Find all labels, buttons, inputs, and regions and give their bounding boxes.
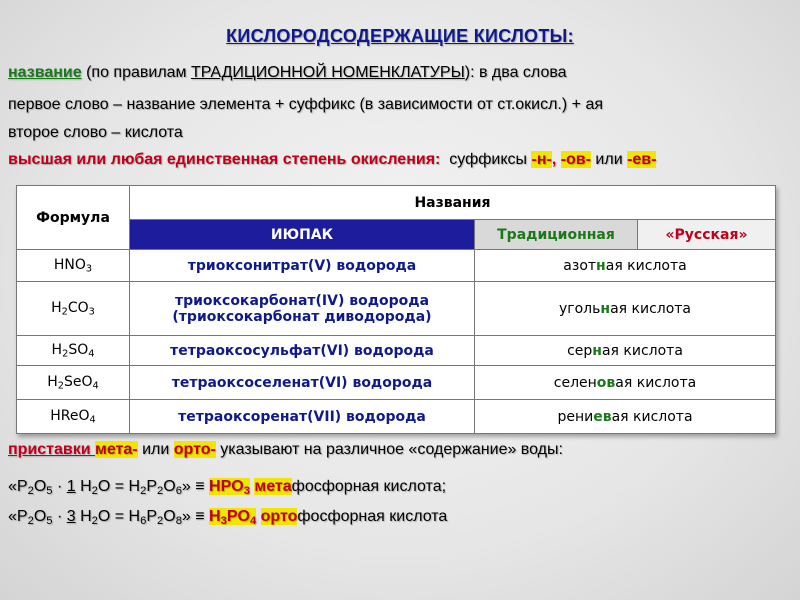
eq-text: O	[163, 508, 176, 525]
eq-subscript: 2	[91, 484, 98, 497]
eq-text: O	[163, 478, 176, 495]
eq-text: H	[75, 508, 92, 525]
rule-line-name	[8, 64, 567, 82]
suffix-ev: -ев-	[627, 151, 657, 168]
formula-text: H	[47, 373, 58, 390]
formula-cell	[17, 400, 130, 434]
iupac-name-cell: триоксонитрат(V) водорода	[130, 250, 475, 282]
formula-cell	[17, 336, 130, 366]
formula-text: H	[51, 299, 62, 316]
table-header-row	[17, 186, 776, 220]
eq-subscript: 5	[46, 484, 53, 497]
table-row	[17, 366, 776, 400]
iupac-name-cell	[130, 282, 475, 336]
suffix-ov: -ов-	[560, 151, 591, 168]
eq-text: O = H	[97, 478, 141, 495]
name-suffix: ев	[593, 408, 612, 425]
eq-subscript: 6	[175, 484, 182, 497]
name-ending: ая кислота	[601, 342, 683, 359]
eq-coefficient: 1	[66, 478, 76, 495]
eq-subscript: 2	[27, 484, 34, 497]
formula-subscript: 2	[61, 306, 68, 318]
text-segment: суффиксы	[440, 151, 532, 168]
text-segment: или	[137, 441, 174, 458]
rule-line-suffixes	[8, 151, 656, 169]
eq-subscript: 2	[140, 484, 147, 497]
formula-h3po4	[209, 508, 256, 525]
traditional-name-cell	[475, 282, 776, 336]
formula-cell	[17, 366, 130, 400]
eq-text: H	[209, 508, 221, 525]
term-oxidation-state: высшая или любая единственная степень окисления:	[8, 151, 441, 168]
eq-subscript: 5	[46, 514, 53, 527]
traditional-name-cell	[475, 366, 776, 400]
eq-subscript: 8	[175, 514, 182, 527]
text-segment: указывают на различное «содержание» воды:	[215, 441, 563, 458]
text-segment: (по правилам	[81, 64, 191, 81]
formula-text: CO	[67, 299, 89, 316]
eq-text: » ≡	[181, 508, 210, 525]
traditional-name-cell	[475, 400, 776, 434]
eq-text: фосфорная кислота	[297, 508, 448, 525]
traditional-name-cell	[475, 336, 776, 366]
text-segment: ): в два слова	[464, 64, 567, 81]
eq-text: ·	[52, 478, 67, 495]
name-root: азот	[563, 257, 597, 274]
eq-subscript: 3	[220, 514, 227, 527]
header-russian: «Русская»	[638, 220, 776, 250]
name-suffix: н	[596, 257, 606, 274]
iupac-name-cell: тетраоксоселенат(VI) водорода	[130, 366, 475, 400]
prefix-meta: мета-	[95, 441, 138, 458]
formula-cell	[17, 282, 130, 336]
eq-text: фосфорная кислота;	[291, 478, 447, 495]
header-formula: Формула	[17, 186, 130, 250]
formula-subscript: 2	[62, 348, 69, 360]
term-nomenclature: ТРАДИЦИОННОЙ НОМЕНКЛАТУРЫ	[191, 64, 465, 81]
name-suffix: н	[592, 342, 602, 359]
eq-subscript: 2	[157, 484, 164, 497]
prefix-meta-highlight: мета	[254, 478, 292, 495]
table-row	[17, 250, 776, 282]
header-names: Названия	[130, 186, 776, 220]
formula-subscript: 4	[92, 380, 99, 392]
name-root: сер	[567, 342, 593, 359]
formula-text: HNO	[53, 256, 86, 273]
name-ending: ая кислота	[611, 408, 693, 425]
table-subheader-row	[17, 220, 776, 250]
text-segment: или	[590, 151, 628, 168]
page-title: КИСЛОРОДСОДЕРЖАЩИЕ КИСЛОТЫ:	[226, 26, 574, 46]
eq-text: » ≡	[181, 478, 210, 495]
header-traditional: Традиционная	[475, 220, 638, 250]
eq-subscript: 2	[91, 514, 98, 527]
eq-subscript: 4	[249, 514, 257, 527]
metaphosphoric-equation	[8, 478, 446, 497]
eq-text: ·	[52, 508, 67, 525]
text-segment: ,	[551, 151, 561, 168]
eq-text: PO	[226, 508, 250, 525]
iupac-name-alt: (триоксокарбонат диводорода)	[172, 308, 432, 325]
name-suffix: н	[600, 300, 611, 317]
eq-coefficient: 3	[66, 508, 76, 525]
eq-text: O	[33, 478, 47, 495]
formula-text: H	[51, 341, 63, 358]
term-name: название	[8, 64, 82, 81]
name-ending: ая кислота	[615, 374, 697, 391]
formula-subscript: 3	[88, 306, 95, 318]
eq-text: O	[33, 508, 47, 525]
eq-text: O = H	[97, 508, 141, 525]
eq-subscript: 2	[27, 514, 34, 527]
term-prefixes: приставки	[8, 441, 96, 458]
eq-subscript: 2	[157, 514, 164, 527]
formula-cell	[17, 250, 130, 282]
eq-text: «P	[8, 508, 28, 525]
eq-subscript: 3	[243, 484, 250, 497]
formula-text: HReO	[50, 407, 90, 424]
iupac-name-cell: тетраоксосульфат(VI) водорода	[130, 336, 475, 366]
eq-text: P	[146, 508, 157, 525]
name-ending: ая кислота	[610, 300, 692, 317]
eq-space	[256, 508, 260, 525]
formula-subscript: 3	[85, 263, 93, 275]
suffix-n: -н-	[531, 151, 552, 168]
formula-hpo3	[209, 478, 250, 495]
rule-line-first-word: первое слово – название элемента + суффикс (в зависимости от ст.окисл.) + ая	[8, 96, 603, 113]
name-ending: ая кислота	[605, 257, 687, 274]
formula-subscript: 4	[89, 414, 96, 426]
formula-text: SeO	[64, 373, 93, 390]
table-row	[17, 282, 776, 336]
orthophosphoric-equation	[8, 508, 447, 527]
eq-text: «P	[8, 478, 28, 495]
formula-text: SO	[68, 341, 89, 358]
name-root: уголь	[558, 300, 601, 317]
iupac-name-cell: тетраоксоренат(VII) водорода	[130, 400, 475, 434]
header-iupac: ИЮПАК	[130, 220, 475, 250]
eq-text: H	[75, 478, 92, 495]
prefix-ortho: орто-	[173, 441, 216, 458]
formula-subscript: 4	[88, 348, 95, 360]
iupac-name: триоксокарбонат(IV) водорода	[174, 292, 430, 309]
acids-table	[16, 185, 776, 434]
formula-subscript: 2	[57, 380, 64, 392]
prefix-note-line	[8, 441, 563, 459]
prefix-ortho-highlight: орто	[260, 508, 298, 525]
name-suffix: ов	[596, 374, 616, 391]
table-row	[17, 336, 776, 366]
traditional-name-cell	[475, 250, 776, 282]
table-row	[17, 400, 776, 434]
name-root: селен	[553, 374, 597, 391]
name-root: рени	[557, 408, 594, 425]
eq-text: P	[146, 478, 157, 495]
eq-text: HPO	[209, 478, 244, 495]
eq-subscript: 6	[140, 514, 147, 527]
rule-line-second-word: второе слово – кислота	[8, 124, 183, 141]
